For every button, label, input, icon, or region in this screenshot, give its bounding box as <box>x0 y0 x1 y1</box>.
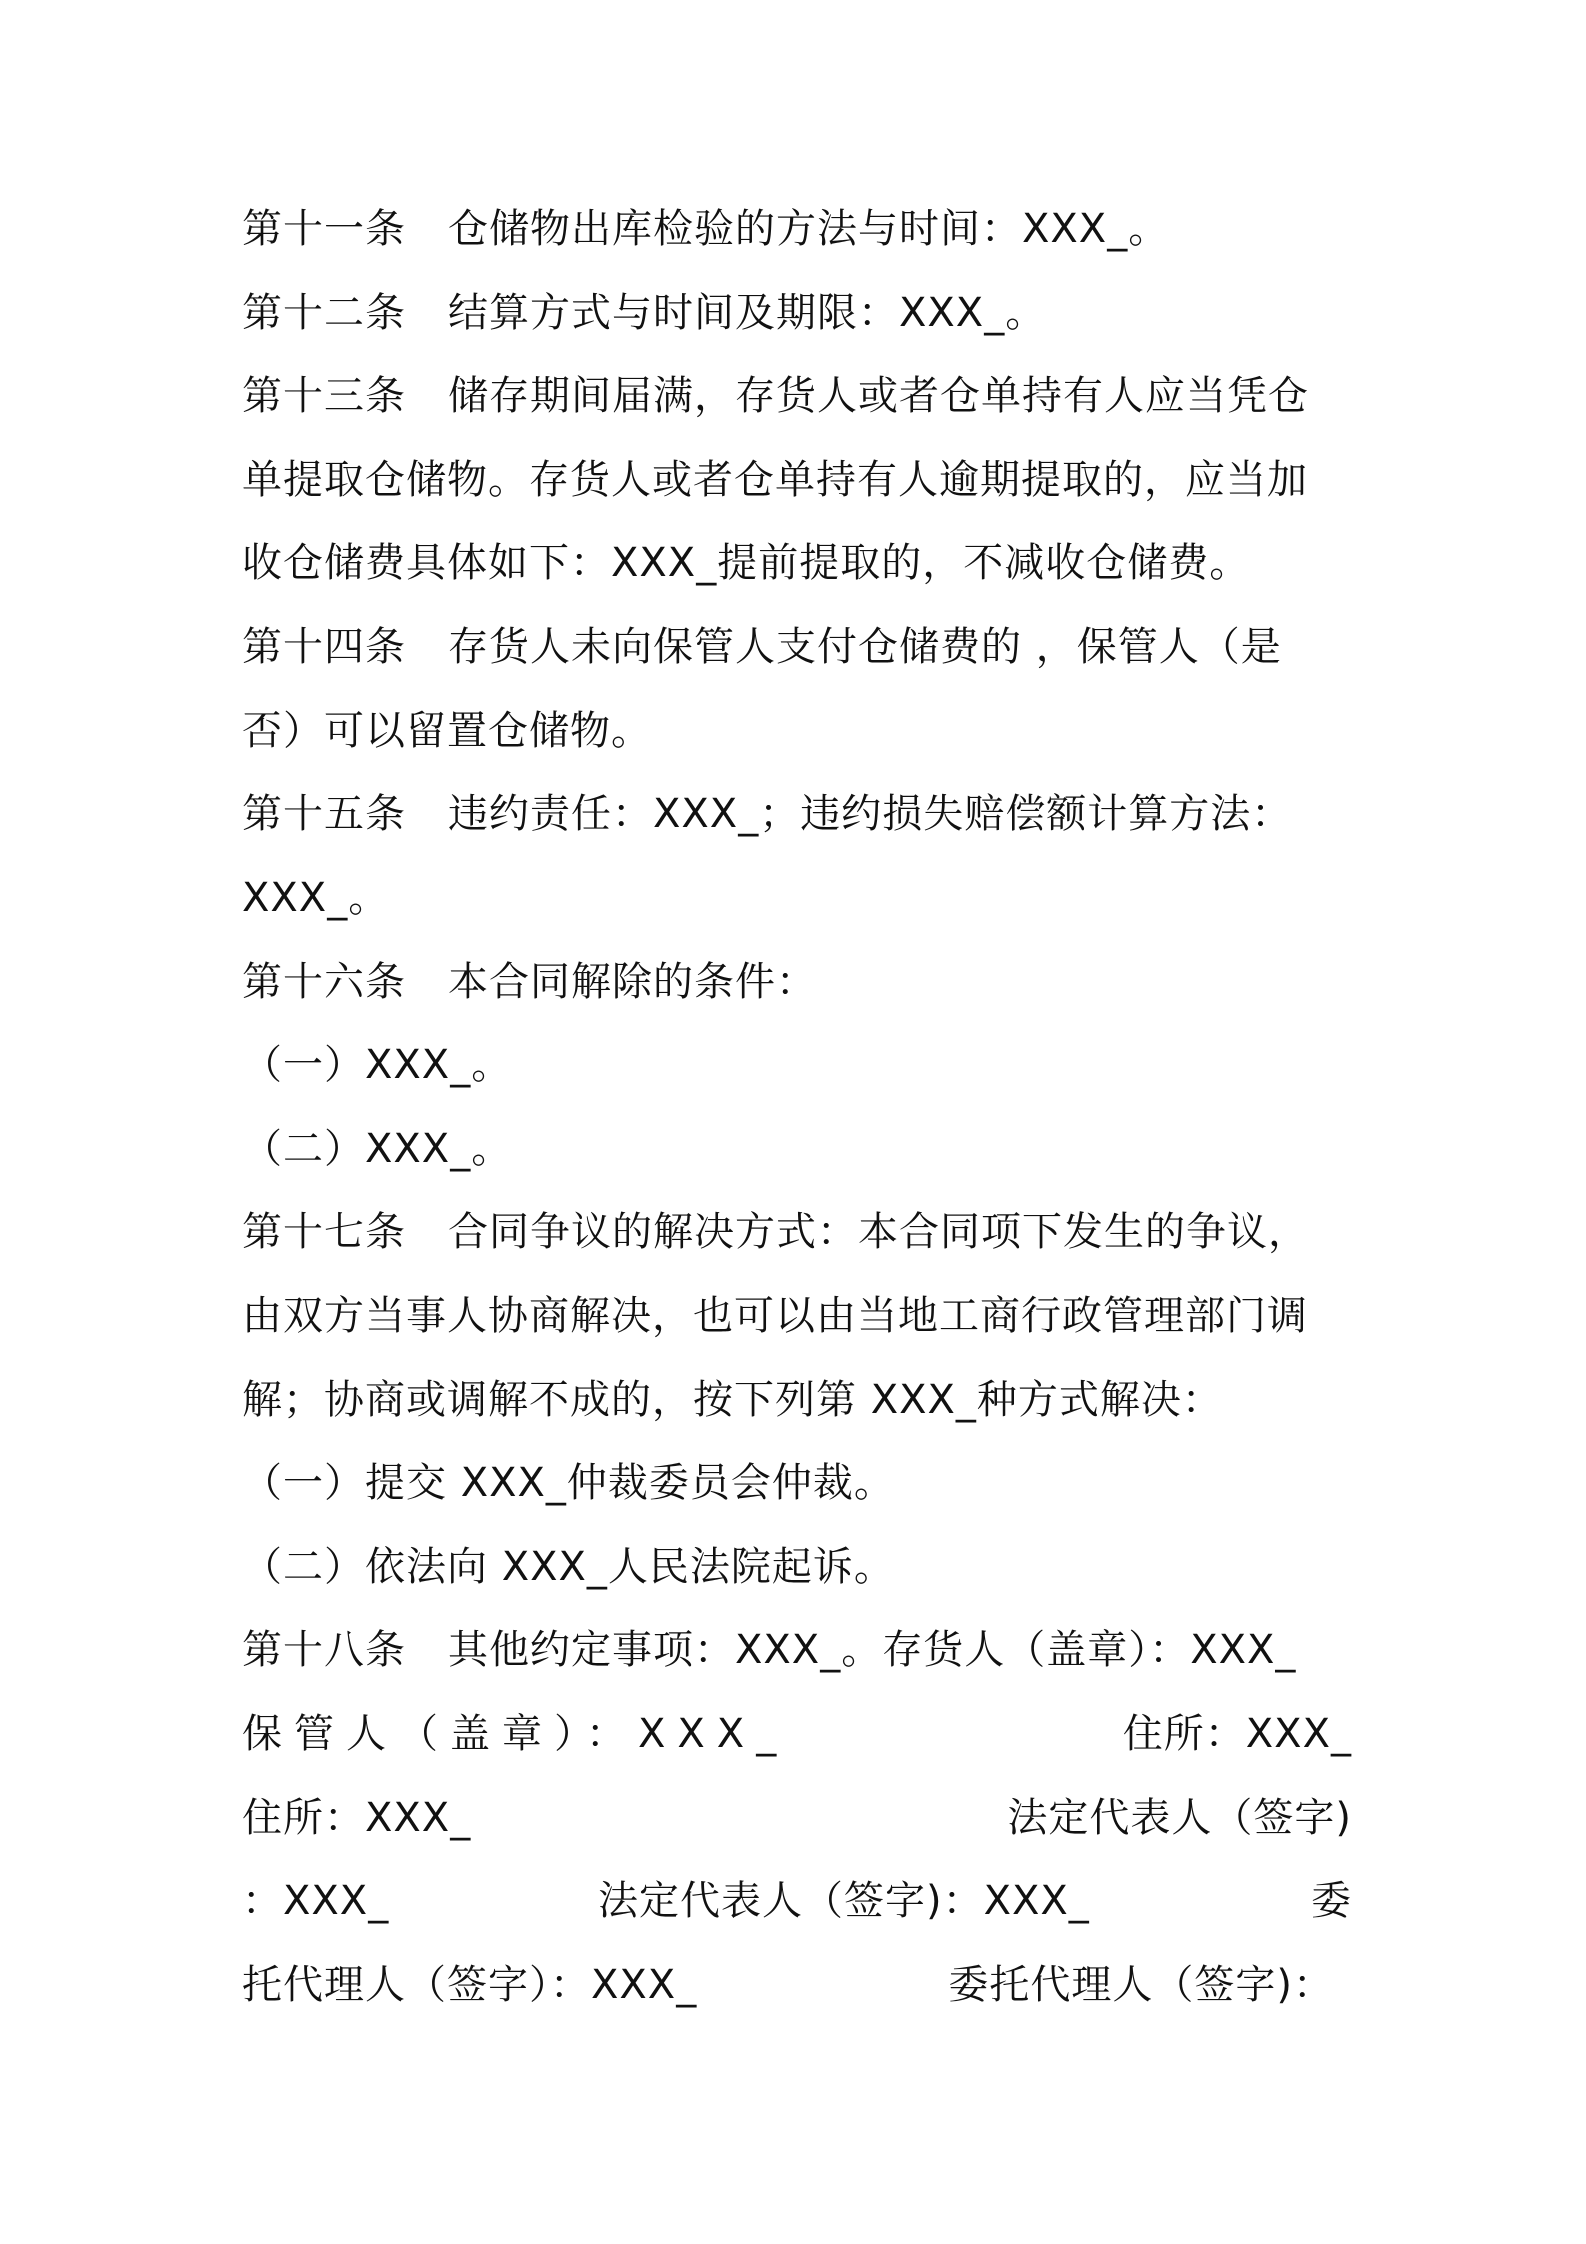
clause-text: 其他约定事项：XXX_。存货人（盖章）：XXX_ <box>448 1627 1297 1673</box>
clause-17-continued <box>242 1368 1352 1432</box>
clause-number: 第十一条 <box>242 206 406 252</box>
clause-15 <box>242 782 1352 846</box>
clause-12 <box>242 281 1352 345</box>
signature-row-1 <box>242 1702 1352 1766</box>
clause-17-item-2 <box>242 1535 1352 1599</box>
agent-label-start: 委 <box>1311 1878 1352 1924</box>
keeper-legal-rep: 法定代表人（签字)：XXX_ <box>598 1878 1090 1924</box>
depositor-agent: 托代理人（签字）：XXX_ <box>242 1962 698 2008</box>
clause-text: 否）可以留置仓储物。 <box>242 708 652 754</box>
clause-text: 结算方式与时间及期限：XXX_。 <box>448 290 1047 336</box>
clause-number: 第十五条 <box>242 791 406 837</box>
clause-14-continued <box>242 699 1352 763</box>
clause-number: 第十三条 <box>242 373 406 419</box>
clause-text: 本合同解除的条件： <box>448 959 817 1005</box>
clause-text: XXX_。 <box>242 875 390 921</box>
clause-text: 违约责任：XXX_；违约损失赔偿额计算方法： <box>448 791 1293 837</box>
clause-13-continued <box>242 531 1352 595</box>
list-item: （二）XXX_。 <box>242 1126 513 1172</box>
clause-16 <box>242 950 1352 1014</box>
clause-text: 收仓储费具体如下：XXX_提前提取的，不减收仓储费。 <box>242 540 1251 586</box>
list-item: （二）依法向 XXX_人民法院起诉。 <box>242 1544 895 1590</box>
clause-16-item-1 <box>242 1033 1352 1097</box>
list-item: （一）提交 XXX_仲裁委员会仲裁。 <box>242 1460 895 1506</box>
signature-row-3 <box>242 1869 1352 1933</box>
clause-18 <box>242 1618 1352 1682</box>
clause-number: 第十六条 <box>242 959 406 1005</box>
clause-number: 第十七条 <box>242 1209 406 1255</box>
clause-15-continued <box>242 866 1352 930</box>
keeper-address: 住所：XXX_ <box>242 1795 472 1841</box>
signature-row-2 <box>242 1786 1352 1850</box>
clause-17-continued <box>242 1284 1352 1348</box>
clause-17 <box>242 1200 1352 1264</box>
clause-13-continued <box>242 448 1352 512</box>
clause-text: 由双方当事人协商解决，也可以由当地工商行政管理部门调 <box>242 1293 1308 1339</box>
clause-text: 合同争议的解决方式：本合同项下发生的争议， <box>448 1209 1309 1255</box>
clause-14 <box>242 615 1352 679</box>
clause-text: 存货人未向保管人支付仓储费的 ，保管人（是 <box>448 624 1282 670</box>
clause-17-item-1 <box>242 1451 1352 1515</box>
depositor-legal-rep-label: 法定代表人（签字) <box>1007 1795 1352 1841</box>
clause-text: 单提取仓储物。存货人或者仓单持有人逾期提取的，应当加 <box>242 457 1308 503</box>
clause-13 <box>242 364 1352 428</box>
clause-11 <box>242 197 1352 261</box>
depositor-legal-rep-value: ：XXX_ <box>242 1878 390 1924</box>
keeper-agent: 委托代理人（签字)： <box>948 1962 1334 2008</box>
clause-16-item-2 <box>242 1117 1352 1181</box>
clause-number: 第十四条 <box>242 624 406 670</box>
clause-number: 第十八条 <box>242 1627 406 1673</box>
clause-text: 解；协商或调解不成的，按下列第 XXX_种方式解决： <box>242 1377 1223 1423</box>
clause-text: 储存期间届满，存货人或者仓单持有人应当凭仓 <box>448 373 1309 419</box>
keeper-seal-label: 保管人（盖章）：XXX_ <box>242 1711 789 1757</box>
signature-row-4 <box>242 1953 1352 2017</box>
list-item: （一）XXX_。 <box>242 1042 513 1088</box>
depositor-address: 住所：XXX_ <box>1122 1711 1352 1757</box>
clause-text: 仓储物出库检验的方法与时间：XXX_。 <box>448 206 1170 252</box>
clause-number: 第十二条 <box>242 290 406 336</box>
